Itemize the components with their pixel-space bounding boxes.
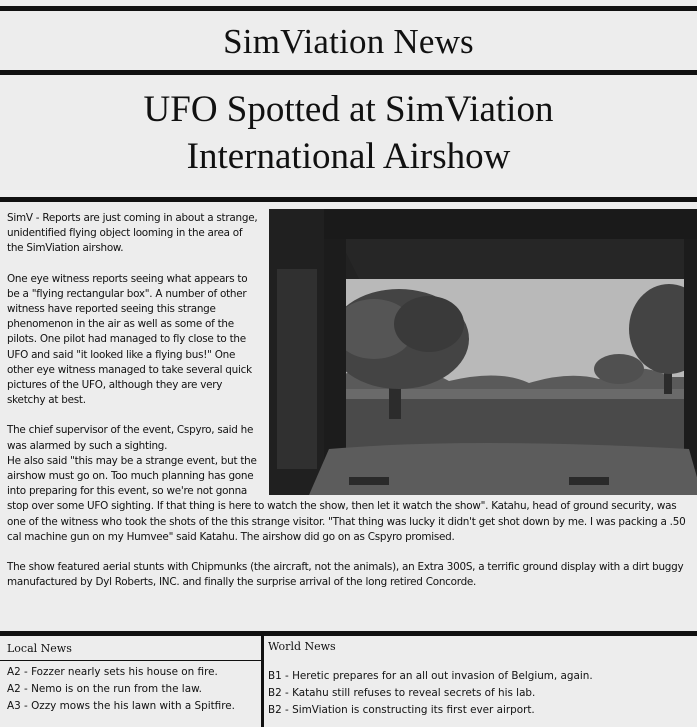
masthead-rule	[0, 70, 697, 75]
local-news-title: Local News	[7, 642, 72, 655]
article-paragraph-4: The show featured aerial stunts with Chipmunks (the aircraft, not the animals), an Extra 300S, a terrific ground display with a dirt buggy manufactured by Dyl Roberts, INC. and finally the surprise arrival of the long retired Concorde.	[7, 561, 684, 589]
local-news-underline	[0, 660, 264, 661]
world-news	[268, 636, 693, 727]
world-news-item: B2 - SimViation is constructing its first ever airport.	[268, 704, 535, 716]
world-news-spacer	[268, 654, 693, 668]
ufo-photo	[269, 209, 697, 495]
headline	[0, 86, 697, 180]
world-news-item: B1 - Heretic prepares for an all out invasion of Belgium, again.	[268, 670, 593, 682]
world-news-title: World News	[268, 640, 336, 653]
local-news	[7, 636, 257, 727]
masthead-title: SimViation News	[223, 22, 474, 61]
headline-rule	[0, 197, 697, 202]
headline-line-2: International Airshow	[186, 136, 511, 177]
ufo-photo-image	[269, 209, 697, 495]
local-news-item: A2 - Nemo is on the run from the law.	[7, 683, 202, 695]
article-paragraph-3a: The chief supervisor of the event, Cspyro, said he was alarmed by such a sighting.	[7, 424, 254, 452]
article-paragraph-1: SimV - Reports are just coming in about a strange, unidentified flying object looming in the area of the SimViation airshow.	[7, 212, 258, 255]
top-rule-thick	[0, 6, 697, 11]
local-news-item: A2 - Fozzer nearly sets his house on fire.	[7, 666, 218, 678]
world-news-item: B2 - Katahu still refuses to reveal secrets of his lab.	[268, 687, 536, 699]
article-paragraph-2: One eye witness reports seeing what appears to be a "flying rectangular box". A number of other witness have reported seeing this strange phenomenon in the air as well as some of the pilots. One pilot had managed to fly close to the UFO and said "it looked like a flying bus!" One other eye witness managed to take several quick pictures of the UFO, although they are very sketchy at best.	[7, 272, 252, 407]
headline-line-1: UFO Spotted at SimViation	[143, 89, 554, 130]
article-paragraph-3b: He also said "this may be a strange event, but the airshow must go on. Too much planning has gone into preparing for this event, so we're not gonna stop over some UFO sighting. If that thing is here to watch the show, then let it watch the show". Katahu, head of ground security, was one of the witness who took the shots of the this strange visitor. "That thing was lucky it didn't get shot down by me. I was packing a .50 cal machine gun on my Humvee" said Katahu. The airshow did go on as Cspyro promised.	[7, 454, 686, 543]
news-divider	[261, 636, 264, 727]
local-news-item: A3 - Ozzy mows the his lawn with a Spitfire.	[7, 700, 235, 712]
article	[7, 211, 692, 605]
